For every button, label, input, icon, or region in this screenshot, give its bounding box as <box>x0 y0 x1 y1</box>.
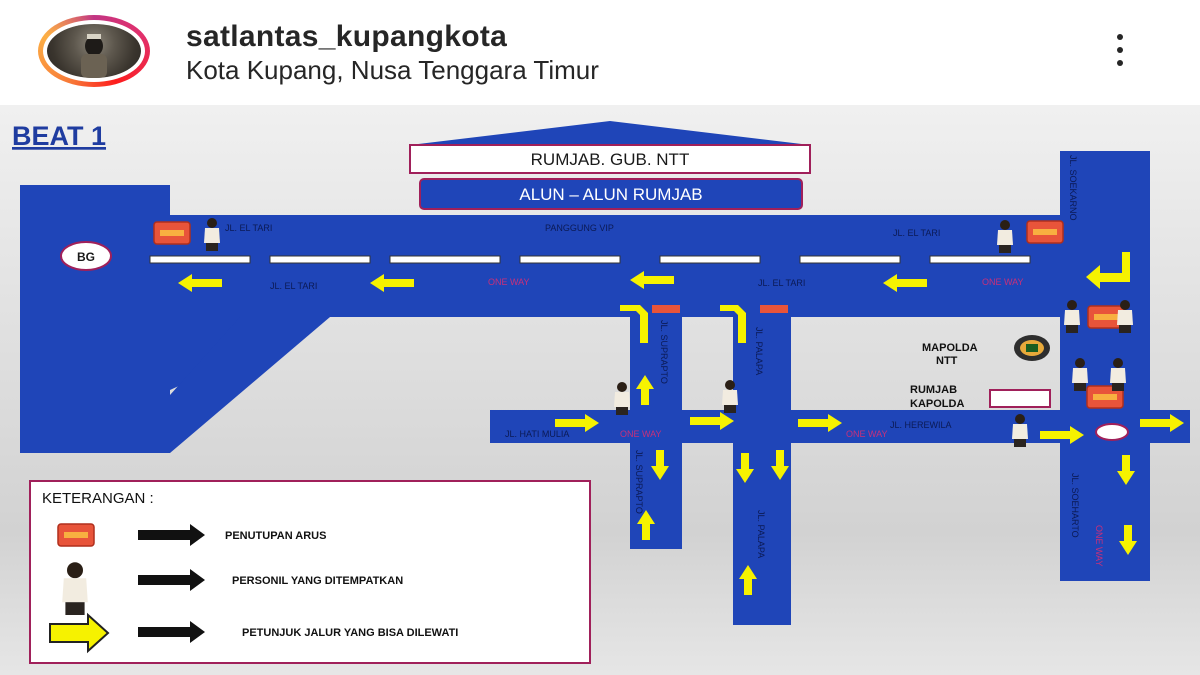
street-label: JL. EL TARI <box>893 228 941 238</box>
street-label: JL. HEREWILA <box>890 420 952 430</box>
roundabout <box>1096 424 1128 440</box>
street-label: JL. SOEHARTO <box>1070 473 1080 538</box>
more-vertical-icon[interactable] <box>1110 34 1130 74</box>
legend <box>30 481 590 663</box>
bg-badge-label: BG <box>77 250 95 264</box>
traffic-map <box>0 105 1200 675</box>
avatar[interactable] <box>38 15 150 87</box>
legend-title: KETERANGAN : <box>42 490 154 507</box>
post-header <box>0 0 1200 105</box>
legend-item-label: PERSONIL YANG DITEMPATKAN <box>232 575 404 587</box>
street-label: JL. EL TARI <box>225 223 273 233</box>
police-emblem-icon <box>1014 335 1050 361</box>
street-label: JL. PALAPA <box>754 327 764 376</box>
street-label: JL. PALAPA <box>756 510 766 559</box>
rumjab-kapolda-marker <box>990 390 1050 407</box>
street-label: JL. HATI MULIA <box>505 429 570 439</box>
street-label: JL. SOEKARNO <box>1068 155 1078 221</box>
street-label: JL. EL TARI <box>758 278 806 288</box>
lane-dashes <box>150 256 1030 263</box>
oneway-label: ONE WAY <box>982 277 1024 287</box>
oneway-label: ONE WAY <box>620 429 662 439</box>
street-label: JL. SUPRAPTO <box>659 320 669 384</box>
beat-title: BEAT 1 <box>12 121 107 151</box>
street-label: JL. EL TARI <box>270 281 318 291</box>
profile-photo <box>47 24 141 78</box>
username[interactable]: satlantas_kupangkota <box>186 20 508 53</box>
rumjab-roof <box>410 121 810 145</box>
street-label: JL. SUPRAPTO <box>634 450 644 514</box>
rumjab-kapolda-label-2: KAPOLDA <box>910 398 965 410</box>
barrier-icon <box>58 524 94 546</box>
street-label: PANGGUNG VIP <box>545 223 614 233</box>
alun-alun-label: ALUN – ALUN RUMJAB <box>519 185 703 204</box>
oneway-label: ONE WAY <box>1094 525 1104 567</box>
oneway-label: ONE WAY <box>488 277 530 287</box>
legend-item-label: PETUNJUK JALUR YANG BISA DILEWATI <box>242 627 459 639</box>
oneway-label: ONE WAY <box>846 429 888 439</box>
mapolda-label: MAPOLDA <box>922 342 978 354</box>
location[interactable]: Kota Kupang, Nusa Tenggara Timur <box>186 55 599 85</box>
rumjab-kapolda-label: RUMJAB <box>910 384 958 396</box>
rumjab-gub-label: RUMJAB. GUB. NTT <box>530 150 690 169</box>
legend-item-label: PENUTUPAN ARUS <box>225 530 327 542</box>
mapolda-label-2: NTT <box>936 355 958 367</box>
